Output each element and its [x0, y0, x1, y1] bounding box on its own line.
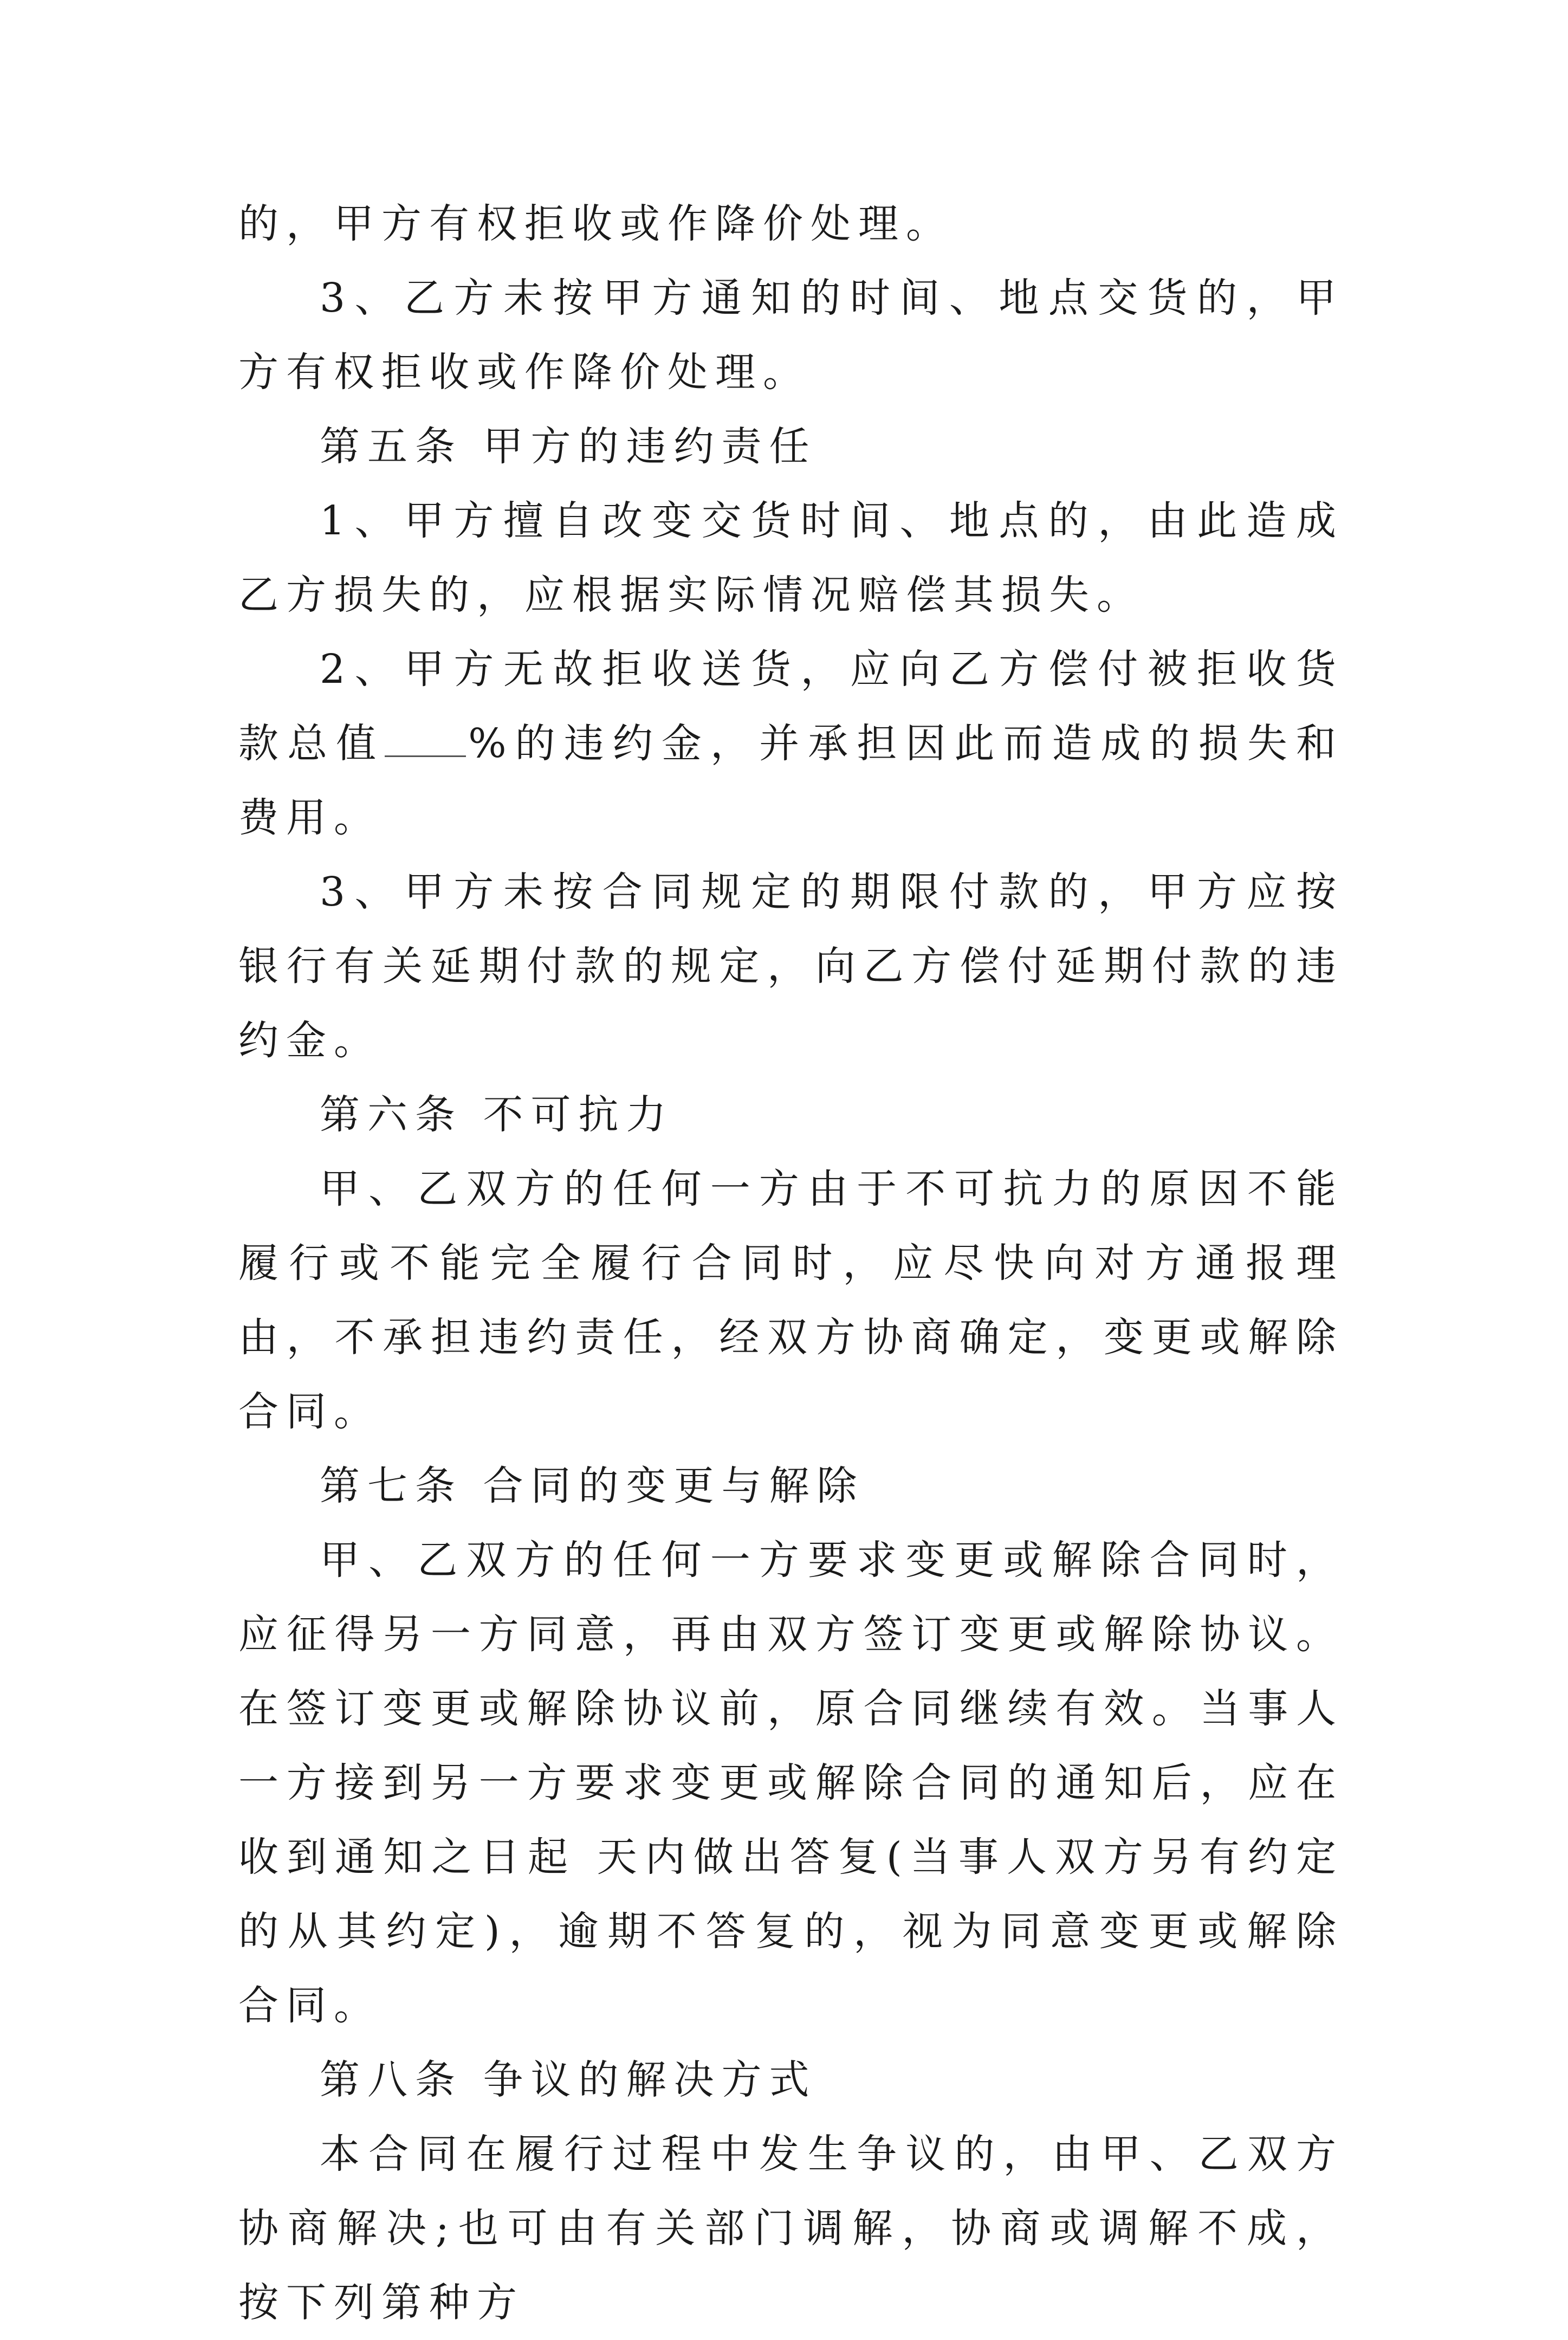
fill-in-blank-percentage[interactable] [385, 755, 466, 757]
heading-article-5: 第五条 甲方的违约责任 [320, 423, 817, 470]
paragraph-clause-4-item-3: 3、乙方未按甲方通知的时间、地点交货的，甲方有权拒收或作降价处理。 [238, 275, 1344, 396]
paragraph-article-7-body: 甲、乙双方的任何一方要求变更或解除合同时，应征得另一方同意，再由双方签订变更或解除协议。在签订变更或解除协议前，原合同继续有效。当事人一方接到另一方要求变更或解除合同的通知后，应在收到通知之日起 天内做出答复(当事人双方另有约定的从其约定)，逾期不答复的，视为同意变更或解除合同。 [238, 1537, 1344, 2029]
heading-article-7: 第七条 合同的变更与解除 [320, 1463, 865, 1509]
document-body [238, 187, 1344, 2340]
clause-5-item-2-text: 2、甲方无故拒收送货，应向乙方偿付被拒收货款总值 [238, 646, 1344, 767]
paragraph-clause-5-item-1: 1、甲方擅自改变交货时间、地点的，由此造成乙方损失的，应根据实际情况赔偿其损失。 [238, 497, 1344, 618]
heading-article-6: 第六条 不可抗力 [320, 1091, 674, 1138]
paragraph-clause-5-item-2 [238, 632, 1344, 855]
heading-article-8: 第八条 争议的解决方式 [320, 2057, 817, 2103]
paragraph-article-8-body: 本合同在履行过程中发生争议的，由甲、乙双方协商解决;也可由有关部门调解，协商或调解不成，按下列第种方 [238, 2131, 1344, 2326]
paragraph-continuation: 的，甲方有权拒收或作降价处理。 [238, 201, 954, 247]
paragraph-clause-5-item-3: 3、甲方未按合同规定的期限付款的，甲方应按银行有关延期付款的规定，向乙方偿付延期付款的违约金。 [238, 869, 1344, 1064]
clause-5-item-2-text-after: %的违约金，并承担因此而造成的损失和费用。 [238, 720, 1344, 841]
paragraph-article-6-body: 甲、乙双方的任何一方由于不可抗力的原因不能履行或不能完全履行合同时，应尽快向对方通报理由，不承担违约责任，经双方协商确定，变更或解除合同。 [238, 1166, 1344, 1435]
